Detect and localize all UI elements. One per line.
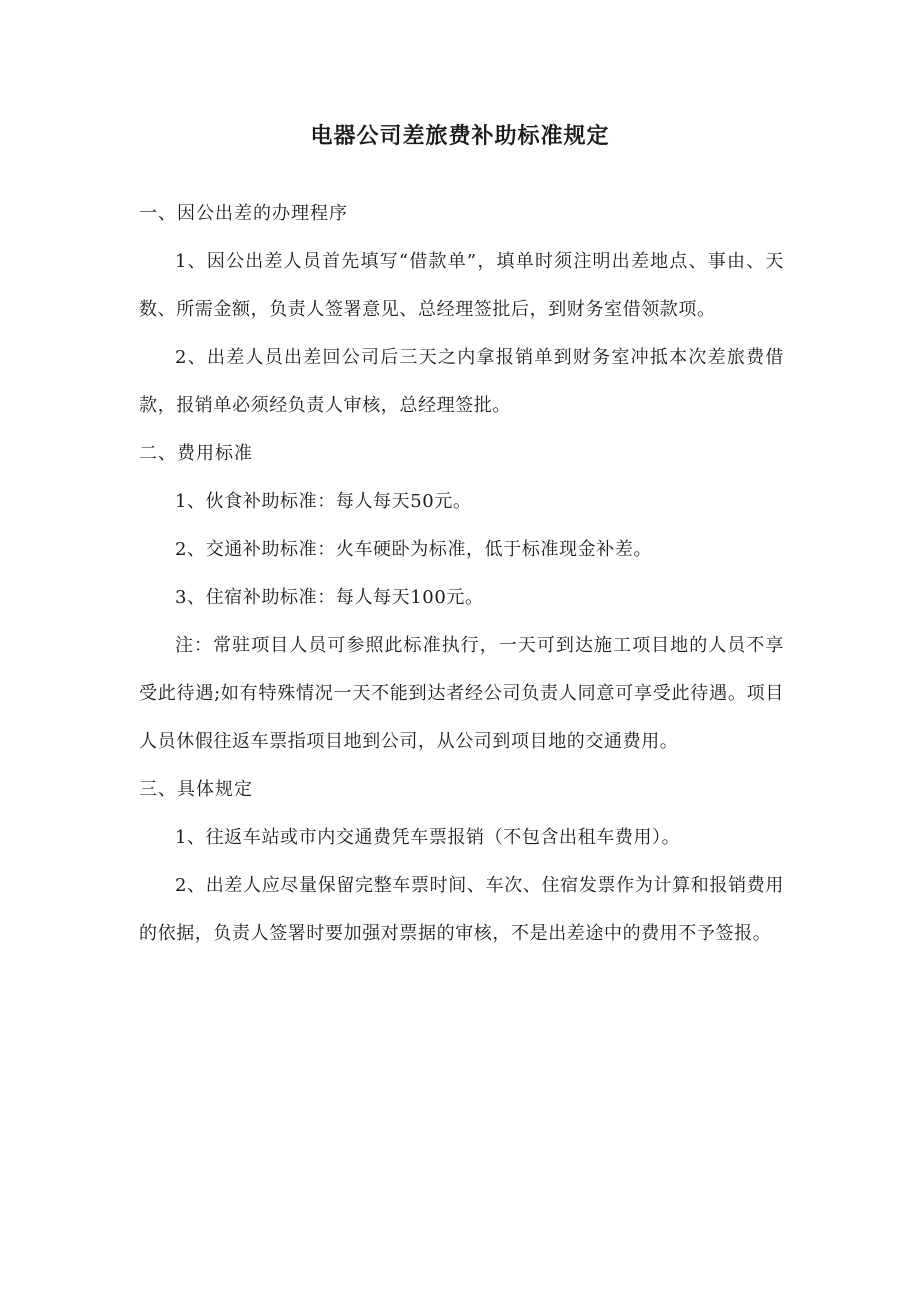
- section-3-heading: 三、具体规定: [139, 779, 253, 800]
- section-1-item-1: 1、因公出差人员首先填写“借款单”，填单时须注明出差地点、事由、天数、所需金额，负责人签署意见、总经理签批后，到财务室借领款项。: [139, 251, 784, 320]
- document-body: [139, 190, 784, 958]
- section-2-item-1: 1、伙食补助标准：每人每天50元。: [175, 491, 472, 512]
- section-1-item-2: 2、出差人员出差回公司后三天之内拿报销单到财务室冲抵本次差旅费借款，报销单必须经负责人审核，总经理签批。: [139, 347, 784, 416]
- section-2-item-3: 3、住宿补助标准：每人每天100元。: [175, 587, 484, 608]
- section-1-heading: 一、因公出差的办理程序: [139, 203, 348, 224]
- section-3-item-2: 2、出差人应尽量保留完整车票时间、车次、住宿发票作为计算和报销费用的依据，负责人签署时要加强对票据的审核，不是出差途中的费用不予签报。: [139, 875, 784, 944]
- section-2-heading: 二、费用标准: [139, 443, 253, 464]
- section-3-item-1: 1、往返车站或市内交通费凭车票报销（不包含出租车费用）。: [175, 827, 681, 848]
- document-title: 电器公司差旅费补助标准规定: [310, 124, 610, 149]
- section-2-item-2: 2、交通补助标准：火车硬卧为标准，低于标准现金补差。: [175, 539, 653, 560]
- section-2-note: 注：常驻项目人员可参照此标准执行，一天可到达施工项目地的人员不享受此待遇;如有特殊情况一天不能到达者经公司负责人同意可享受此待遇。项目人员休假往返车票指项目地到公司，从公司到项目地的交通费用。: [139, 635, 784, 752]
